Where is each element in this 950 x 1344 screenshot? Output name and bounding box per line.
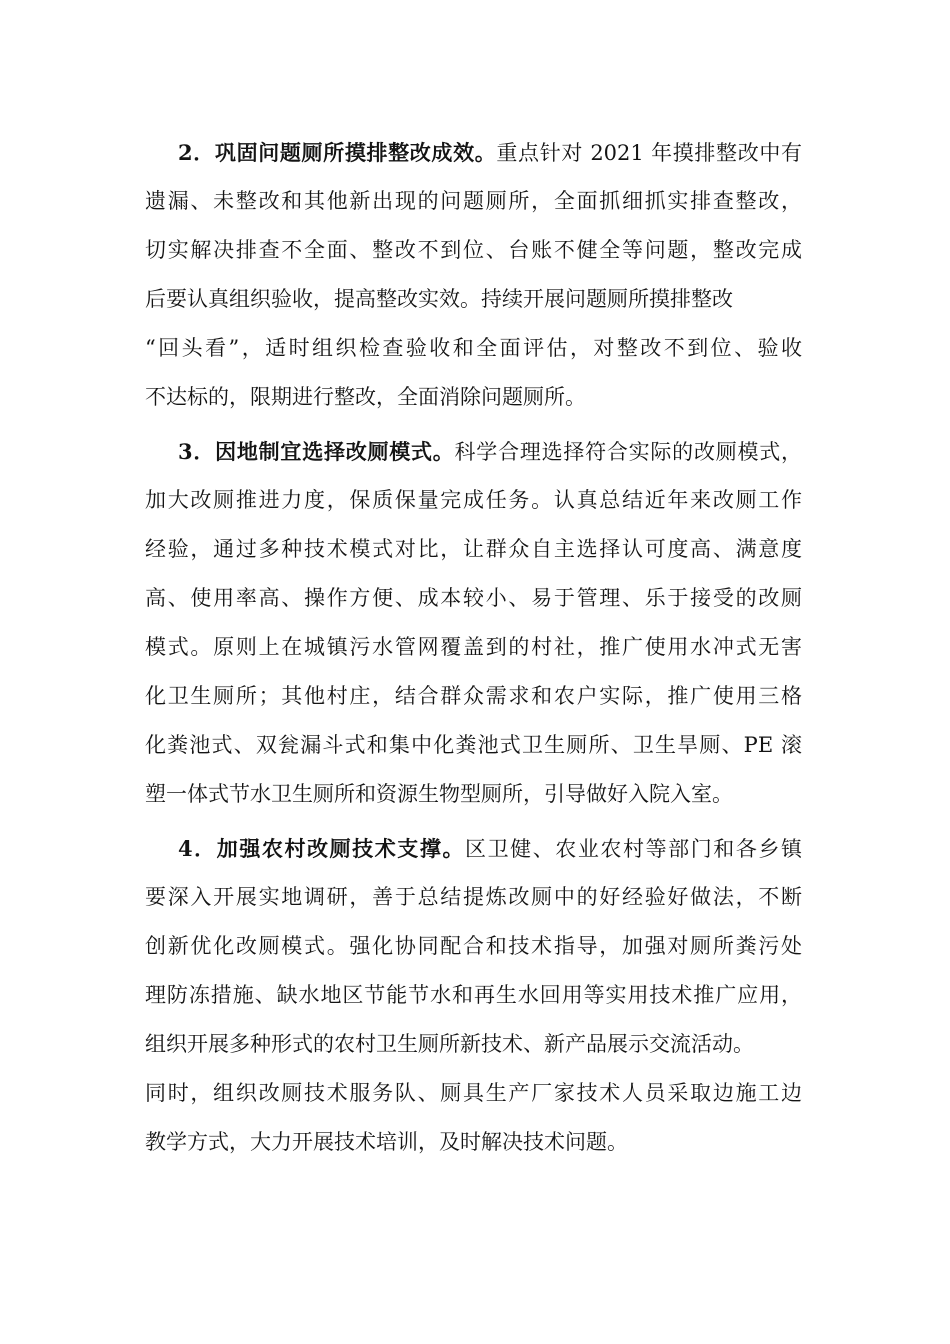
paragraph-line: 加大改厕推进力度，保质保量完成任务。认真总结近年来改厕工作	[145, 488, 802, 512]
paragraph-item-3	[145, 427, 802, 819]
paragraph-line: 同时，组织改厕技术服务队、厕具生产厂家技术人员采取边施工边	[145, 1081, 802, 1105]
paragraph-line: 要深入开展实地调研，善于总结提炼改厕中的好经验好做法，不断	[145, 885, 802, 909]
paragraph-line: 化粪池式、双瓮漏斗式和集中化粪池式卫生厕所、卫生旱厕、PE 滚	[145, 733, 802, 757]
paragraph-line: 理防冻措施、缺水地区节能节水和再生水回用等实用技术推广应用，	[145, 983, 802, 1007]
paragraph-line: 塑一体式节水卫生厕所和资源生物型厕所，引导做好入院入室。	[145, 782, 733, 806]
paragraph-heading: 4．加强农村改厕技术支撑。	[178, 836, 466, 861]
paragraph-line: 切实解决排查不全面、整改不到位、台账不健全等问题，整改完成	[145, 238, 802, 262]
paragraph-line	[145, 128, 802, 177]
paragraph-line: 经验，通过多种技术模式对比，让群众自主选择认可度高、满意度	[145, 537, 802, 561]
document-body	[145, 128, 802, 1172]
paragraph-line: 后要认真组织验收，提高整改实效。持续开展问题厕所摸排整改	[145, 287, 733, 311]
paragraph-line: 高、使用率高、操作方便、成本较小、易于管理、乐于接受的改厕	[145, 586, 802, 610]
paragraph-heading: 2．巩固问题厕所摸排整改成效。	[178, 140, 497, 165]
paragraph-text: 区卫健、农业农村等部门和各乡镇	[465, 837, 802, 861]
paragraph-item-2	[145, 128, 802, 422]
paragraph-line: 教学方式，大力开展技术培训，及时解决技术问题。	[145, 1130, 628, 1154]
paragraph-line: 化卫生厕所；其他村庄，结合群众需求和农户实际，推广使用三格	[145, 684, 802, 708]
paragraph-text: 重点针对 2021 年摸排整改中有	[496, 141, 802, 165]
paragraph-line	[145, 427, 802, 476]
paragraph-line: 组织开展多种形式的农村卫生厕所新技术、新产品展示交流活动。	[145, 1032, 754, 1056]
paragraph-line: 不达标的，限期进行整改，全面消除问题厕所。	[145, 385, 586, 409]
paragraph-item-4	[145, 824, 802, 1167]
paragraph-text: 科学合理选择符合实际的改厕模式，	[454, 440, 802, 464]
paragraph-line: 模式。原则上在城镇污水管网覆盖到的村社，推广使用水冲式无害	[145, 635, 802, 659]
paragraph-line	[145, 824, 802, 873]
paragraph-line: 创新优化改厕模式。强化协同配合和技术指导，加强对厕所粪污处	[145, 934, 802, 958]
paragraph-line: “回头看”，适时组织检查验收和全面评估，对整改不到位、验收	[145, 336, 802, 360]
paragraph-line: 遗漏、未整改和其他新出现的问题厕所，全面抓细抓实排查整改，	[145, 189, 802, 213]
paragraph-heading: 3．因地制宜选择改厕模式。	[178, 439, 455, 464]
